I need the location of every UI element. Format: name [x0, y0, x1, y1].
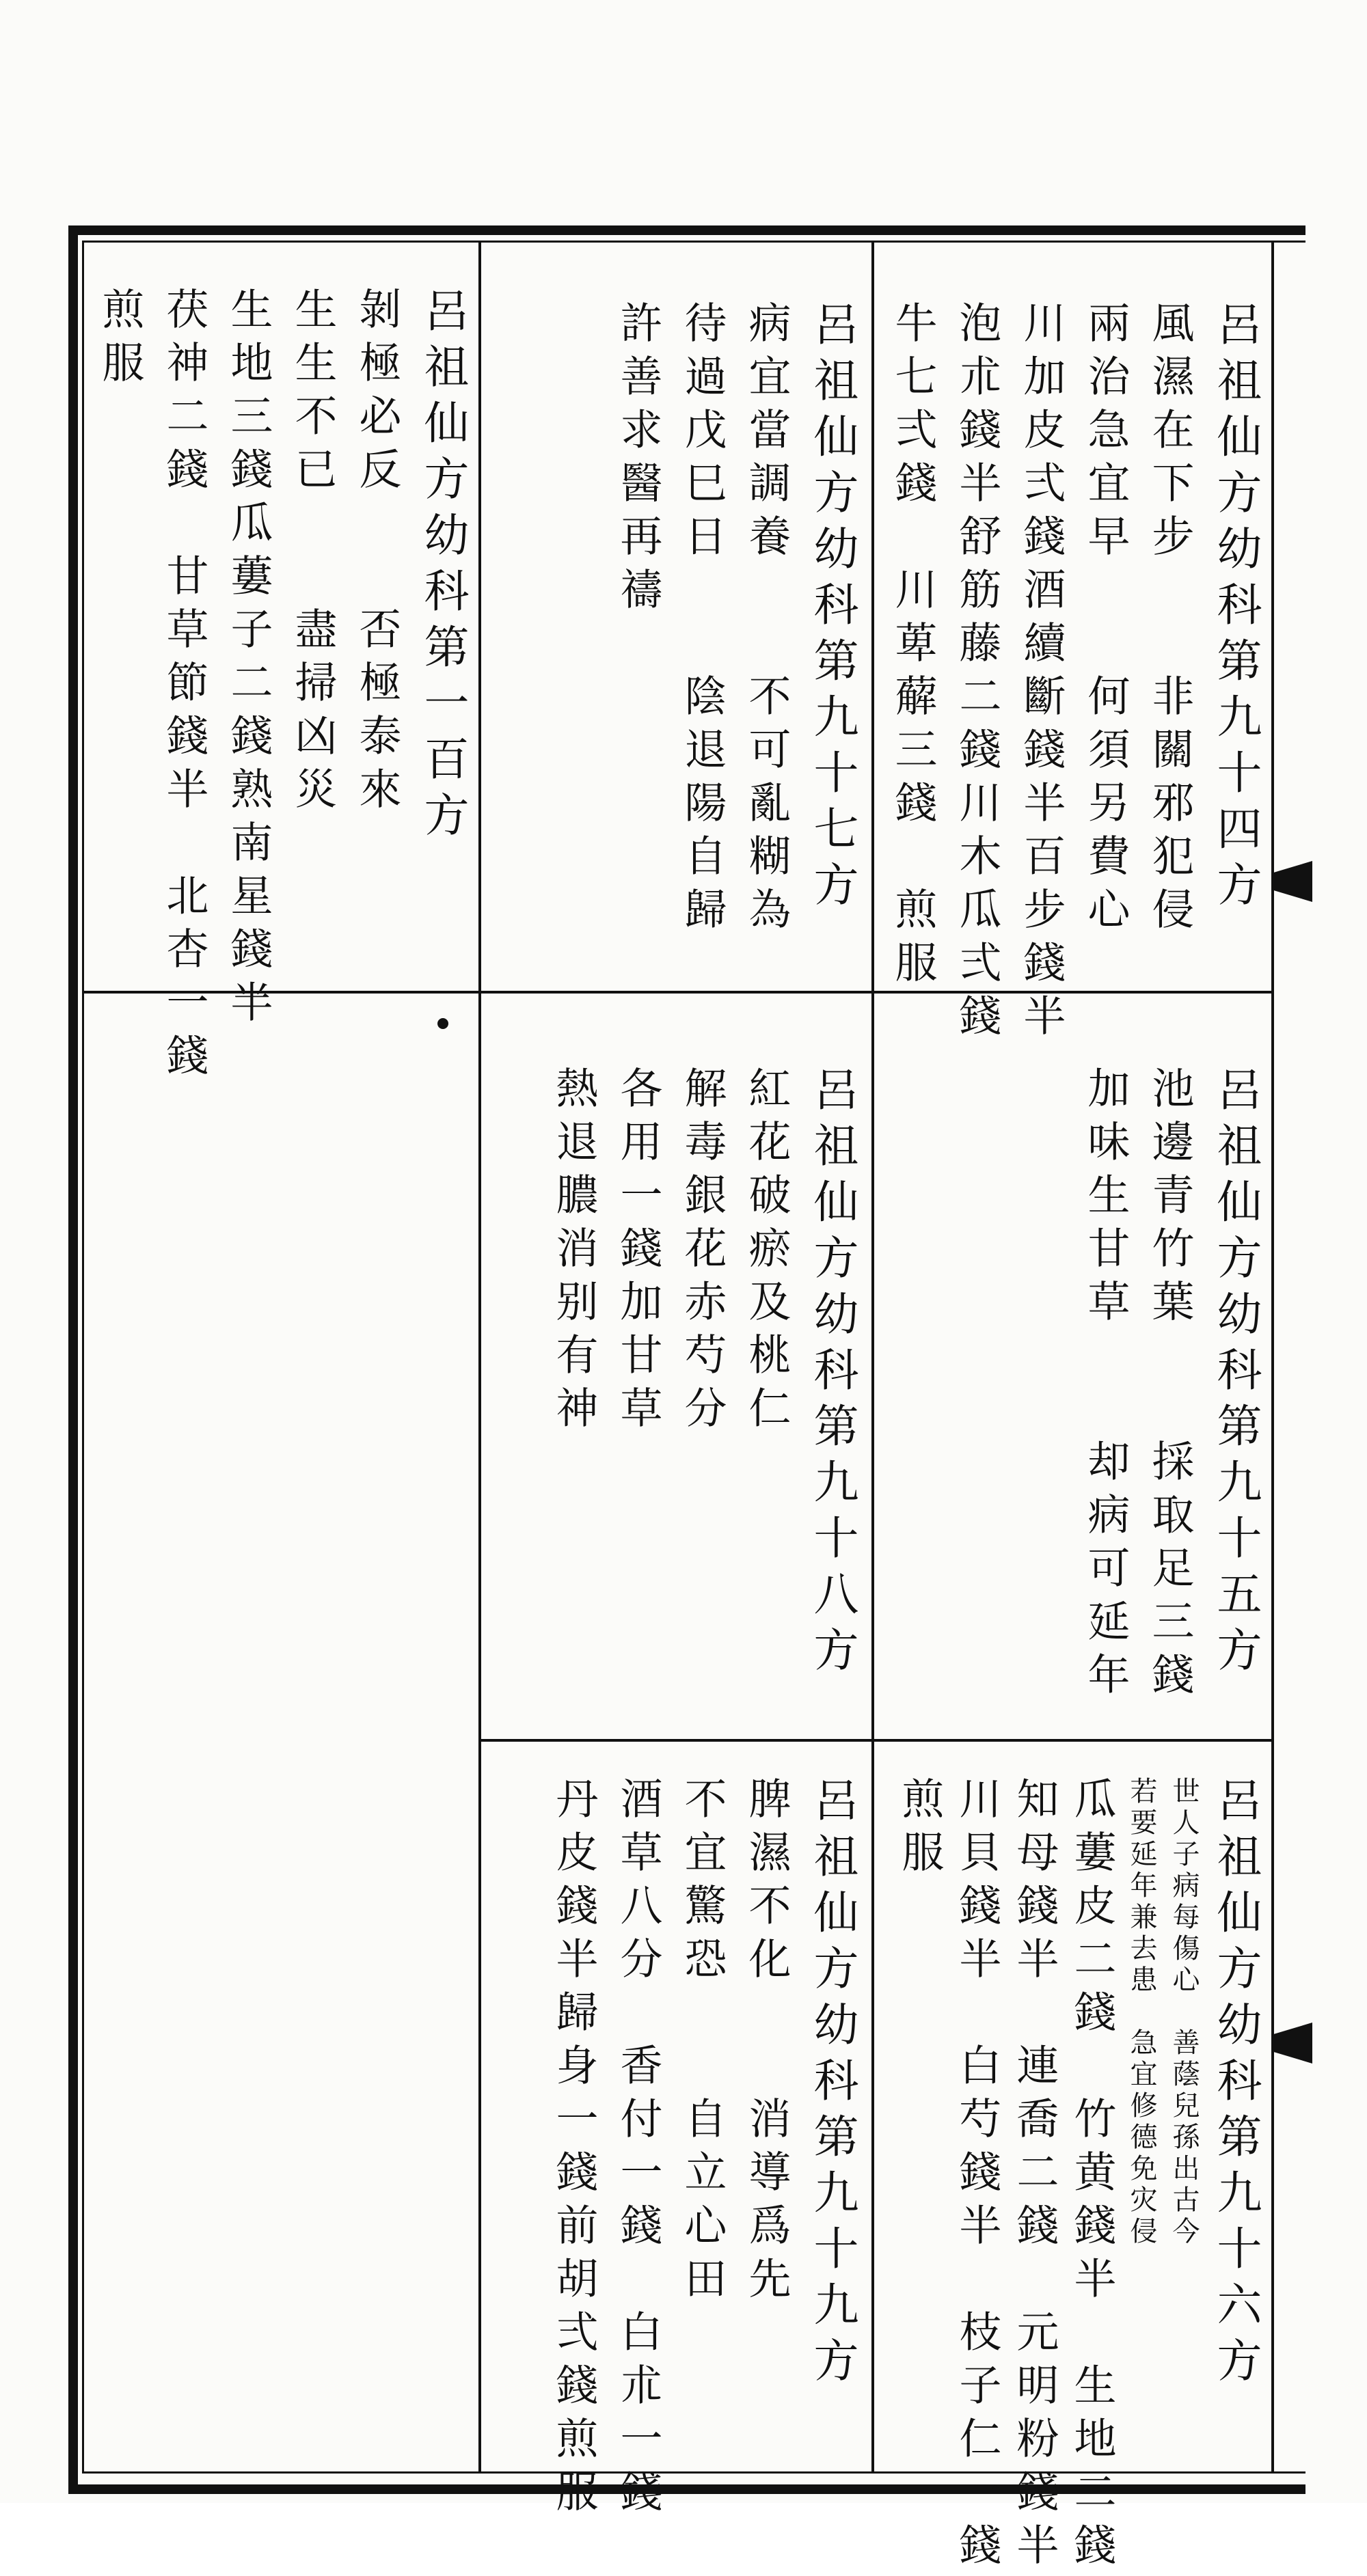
- recipe-100-line-3: 生地三錢瓜蔞子二錢熟南星錢半: [224, 287, 273, 1033]
- recipe-100: [95, 287, 469, 1086]
- recipe-99-title: 呂祖仙方幼科第九十九方: [806, 1777, 858, 2393]
- row-divider-bottom: [478, 1739, 1271, 1742]
- recipe-96-line-4: 煎服: [895, 1777, 945, 1883]
- column-divider-right: [871, 241, 874, 2474]
- recipe-94-line-2: 兩治急宜早 何須另費心: [1081, 301, 1131, 940]
- recipe-96-line-2: 知母錢半 連喬二錢 元明粉錢半: [1010, 1777, 1059, 2576]
- ink-dot: [437, 1018, 448, 1029]
- recipe-96-note-1: 世人子病每傷心 善蔭兒孫出古今: [1168, 1777, 1200, 2248]
- recipe-96: [889, 1777, 1262, 2576]
- right-border-line: [1271, 241, 1274, 2474]
- recipe-98: [499, 1066, 858, 1729]
- recipe-98-line-2: 解毒銀花赤芍分: [677, 1066, 727, 1439]
- recipe-98-title: 呂祖仙方幼科第九十八方: [806, 1066, 858, 1682]
- recipe-100-line-1: 剝極必反 否極泰來: [352, 287, 402, 820]
- recipe-100-line-4: 茯神二錢 甘草節錢半 北杏一錢: [159, 287, 209, 1086]
- recipe-97-line-3: 許善求醫再禱: [613, 301, 663, 620]
- recipe-98-line-1: 紅花破瘀及桃仁: [742, 1066, 791, 1439]
- recipe-100-line-5: 煎服: [95, 287, 145, 394]
- recipe-95-line-2: 加味生甘草 却病可延年: [1081, 1066, 1131, 1705]
- recipe-99-line-1: 脾濕不化 消導爲先: [742, 1777, 791, 2310]
- recipe-99-line-2: 不宜驚恐 自立心田: [677, 1777, 727, 2310]
- recipe-96-line-3: 川貝錢半 白芍錢半 枝子仁一錢: [952, 1777, 1002, 2576]
- recipe-96-line-1: 瓜蔞皮二錢 竹黄錢半 生地二錢: [1067, 1777, 1117, 2576]
- recipe-97-line-1: 病宜當調養 不可亂糊為: [742, 301, 791, 940]
- recipe-94: [888, 301, 1262, 1047]
- recipe-94-title: 呂祖仙方幼科第九十四方: [1209, 301, 1262, 917]
- recipe-99-line-3: 酒草八分 香付一錢 白朮一錢: [613, 1777, 663, 2523]
- recipe-100-title: 呂祖仙方幼科第一百方: [416, 287, 469, 847]
- recipe-99-line-4: 丹皮錢半歸身一錢前胡弍錢煎服: [549, 1777, 599, 2523]
- recipe-99: [499, 1777, 858, 2523]
- recipe-97-title: 呂祖仙方幼科第九十七方: [806, 301, 858, 917]
- recipe-96-title: 呂祖仙方幼科第九十六方: [1209, 1777, 1262, 2393]
- recipe-94-line-1: 風濕在下步 非關邪犯侵: [1145, 301, 1195, 940]
- recipe-97-line-2: 待過戊巳日 陰退陽自歸: [677, 301, 727, 940]
- recipe-95-line-1: 池邊青竹葉 採取足三錢: [1145, 1066, 1195, 1705]
- recipe-94-line-5: 牛七弍錢 川萆薢三錢 煎服: [888, 301, 938, 994]
- recipe-96-note-2: 若要延年兼去患 急宜修德免灾侵: [1126, 1777, 1157, 2248]
- recipe-95-title: 呂祖仙方幼科第九十五方: [1209, 1066, 1262, 1682]
- recipe-94-line-3: 川加皮弍錢酒續斷錢半百步錢半: [1016, 301, 1066, 1047]
- recipe-97: [499, 301, 858, 977]
- recipe-100-line-2: 生生不已 盡掃凶災: [288, 287, 338, 820]
- column-divider-left: [478, 241, 481, 2474]
- recipe-98-line-4: 熱退膿消别有神: [549, 1066, 599, 1439]
- recipe-95: [889, 1066, 1262, 1729]
- recipe-94-line-4: 泡朮錢半舒筋藤二錢川木瓜弍錢: [952, 301, 1002, 1047]
- recipe-98-line-3: 各用一錢加甘草: [613, 1066, 663, 1439]
